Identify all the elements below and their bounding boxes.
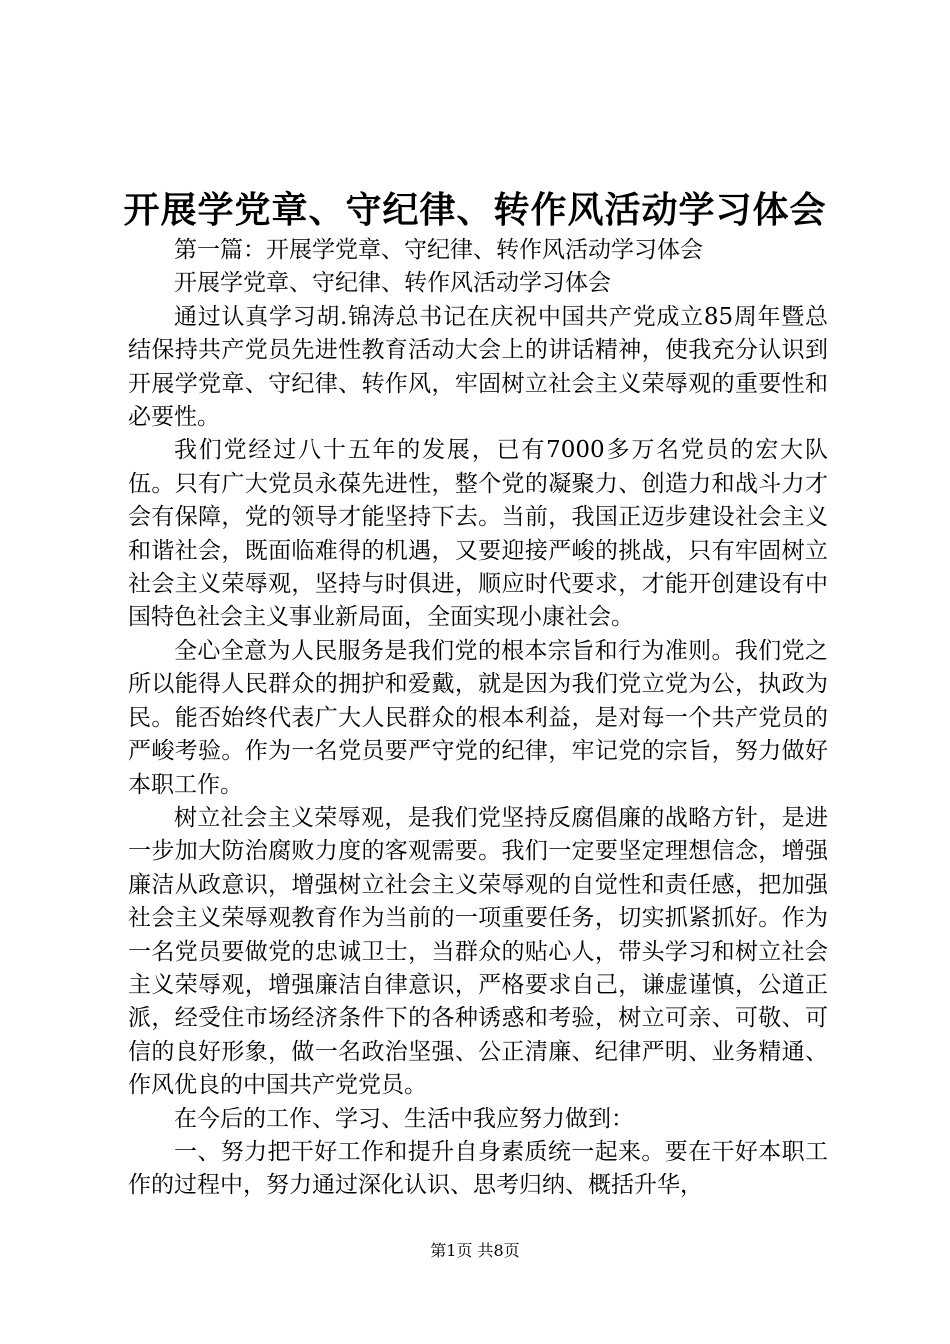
document-body [128,234,828,1203]
document-title: 开展学党章、守纪律、转作风活动学习体会 [123,189,827,231]
paragraph: 我们党经过八十五年的发展，已有7000多万名党员的宏大队伍。只有广大党员永葆先进性，整个党的凝聚力、创造力和战斗力才会有保障，党的领导才能坚持下去。当前，我国正迈步建设社会主义和谐社会，既面临难得的机遇，又要迎接严峻的挑战，只有牢固树立社会主义荣辱观，坚持与时俱进，顺应时代要求，才能开创建设有中国特色社会主义事业新局面，全面实现小康社会。 [128,437,828,631]
page-footer: 第1页 共8页 [430,1241,520,1260]
paragraph: 开展学党章、守纪律、转作风活动学习体会 [174,270,611,297]
paragraph: 通过认真学习胡.锦涛总书记在庆祝中国共产党成立85周年暨总结保持共产党员先进性教育活动大会上的讲话精神，使我充分认识到开展学党章、守纪律、转作风，牢固树立社会主义荣辱观的重要性和必要性。 [128,303,828,431]
paragraph: 树立社会主义荣辱观，是我们党坚持反腐倡廉的战略方针，是进一步加大防治腐败力度的客观需要。我们一定要坚定理想信念，增强廉洁从政意识，增强树立社会主义荣辱观的自觉性和责任感，把加强社会主义荣辱观教育作为当前的一项重要任务，切实抓紧抓好。作为一名党员要做党的忠诚卫士，当群众的贴心人，带头学习和树立社会主义荣辱观，增强廉洁自律意识，严格要求自己，谦虚谨慎，公道正派，经受住市场经济条件下的各种诱惑和考验，树立可亲、可敬、可信的良好形象，做一名政治坚强、公正清廉、纪律严明、业务精通、作风优良的中国共产党党员。 [128,804,828,1099]
paragraph: 第一篇：开展学党章、守纪律、转作风活动学习体会 [174,237,703,263]
paragraph: 一、努力把干好工作和提升自身素质统一起来。要在干好本职工作的过程中，努力通过深化认识、思考归纳、概括升华， [128,1138,828,1199]
paragraph: 在今后的工作、学习、生活中我应努力做到： [174,1105,634,1132]
paragraph: 全心全意为人民服务是我们党的根本宗旨和行为准则。我们党之所以能得人民群众的拥护和爱戴，就是因为我们党立党为公，执政为民。能否始终代表广大人民群众的根本利益，是对每一个共产党员的严峻考验。作为一名党员要严守党的纪律，牢记党的宗旨，努力做好本职工作。 [128,637,828,798]
